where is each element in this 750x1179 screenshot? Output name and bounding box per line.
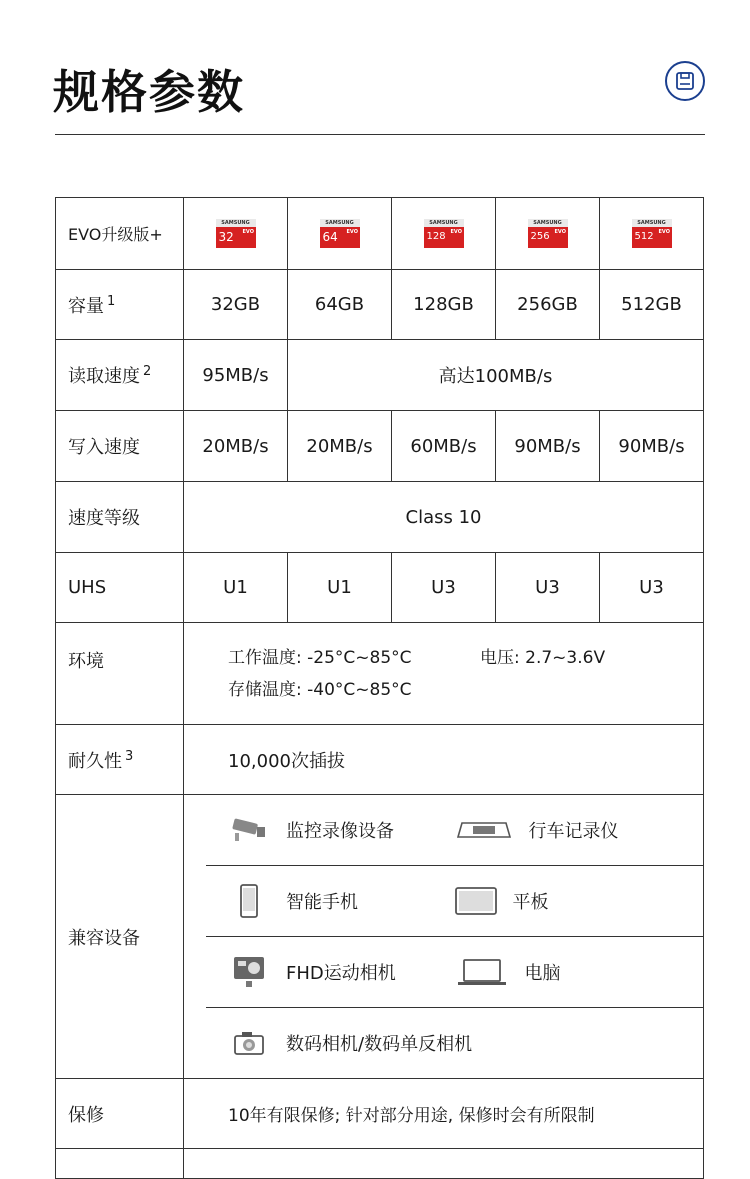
card-cell <box>288 198 392 270</box>
table-row-write-speed <box>56 411 704 482</box>
sd-card-image: SAMSUNG 64 EVO <box>320 219 360 248</box>
uhs-value: U3 <box>392 553 496 623</box>
write-speed-value: 20MB/s <box>184 411 288 482</box>
durability-value: 10,000次插拔 <box>184 725 704 795</box>
capacity-value: 64GB <box>288 270 392 340</box>
compat-row <box>206 866 703 937</box>
compat-item: 行车记录仪 <box>455 813 704 847</box>
compat-cell <box>184 795 704 1079</box>
table-row-warranty <box>56 1079 704 1149</box>
sd-card-image: SAMSUNG 128 EVO <box>424 219 464 248</box>
compat-item: 智能手机 <box>206 884 455 918</box>
page-title: 规格参数 <box>53 65 245 119</box>
footnote-marker: 3 <box>125 748 134 764</box>
table-row-read-speed <box>56 340 704 411</box>
tablet-icon <box>455 884 497 918</box>
capacity-value: 256GB <box>496 270 600 340</box>
compat-item: 电脑 <box>455 955 704 989</box>
uhs-value: U1 <box>288 553 392 623</box>
compat-item: 监控录像设备 <box>206 813 455 847</box>
footnote-marker: 2 <box>143 364 152 379</box>
storage-temp: 存储温度: -40°C~85°C <box>228 679 412 700</box>
speed-class-value: Class 10 <box>184 482 704 553</box>
row-label: 写入速度 <box>56 411 184 482</box>
card-cell <box>600 198 704 270</box>
compat-item: 数码相机/数码单反相机 <box>206 1026 606 1060</box>
table-row-speed-class <box>56 482 704 553</box>
uhs-value: U3 <box>496 553 600 623</box>
capacity-value: 128GB <box>392 270 496 340</box>
footnote-marker: 1 <box>107 293 116 309</box>
row-label: 速度等级 <box>56 482 184 553</box>
read-speed-value: 95MB/s <box>184 340 288 411</box>
title-divider <box>55 134 705 135</box>
write-speed-value: 90MB/s <box>600 411 704 482</box>
write-speed-value: 90MB/s <box>496 411 600 482</box>
empty-cell <box>56 1149 184 1179</box>
sd-card-image: SAMSUNG 512 EVO <box>632 219 672 248</box>
table-row-header <box>56 198 704 270</box>
table-row-uhs <box>56 553 704 623</box>
write-speed-value: 60MB/s <box>392 411 496 482</box>
camera-icon <box>228 1026 270 1060</box>
sd-card-image: SAMSUNG 32 EVO <box>216 219 256 248</box>
capacity-value: 512GB <box>600 270 704 340</box>
compat-row <box>206 937 703 1008</box>
row-label: 读取速度 $^2$ <box>56 340 184 411</box>
uhs-value: U3 <box>600 553 704 623</box>
empty-cell <box>184 1149 704 1179</box>
floppy-disk-icon <box>675 71 695 91</box>
warranty-value: 10年有限保修; 针对部分用途, 保修时会有所限制 <box>184 1079 704 1149</box>
table-row-durability <box>56 725 704 795</box>
table-row-capacity <box>56 270 704 340</box>
smartphone-icon <box>228 884 270 918</box>
voltage: 电压: 2.7~3.6V <box>480 647 606 668</box>
dashcam-icon <box>455 813 513 847</box>
operating-temp: 工作温度: -25°C~85°C <box>228 647 412 668</box>
action-camera-icon <box>228 955 270 989</box>
compat-row <box>206 1008 703 1078</box>
compat-item: FHD运动相机 <box>206 955 455 989</box>
table-row-environment <box>56 623 704 725</box>
spec-table <box>55 197 704 1179</box>
sd-card-image: SAMSUNG 256 EVO <box>528 219 568 248</box>
row-label: 保修 <box>56 1079 184 1149</box>
card-cell <box>496 198 600 270</box>
compat-item: 平板 <box>455 884 704 918</box>
compat-row <box>206 795 703 866</box>
save-button[interactable] <box>665 61 705 101</box>
environment-cell <box>184 623 704 725</box>
capacity-value: 32GB <box>184 270 288 340</box>
row-label: 环境 <box>56 623 184 725</box>
row-label: 容量 $^1$ <box>56 270 184 340</box>
table-row-compat <box>56 795 704 1079</box>
table-row-cutoff <box>56 1149 704 1179</box>
card-cell <box>392 198 496 270</box>
card-cell <box>184 198 288 270</box>
security-camera-icon <box>228 813 270 847</box>
uhs-value: U1 <box>184 553 288 623</box>
read-speed-value: 高达100MB/s <box>288 340 704 411</box>
row-label: UHS <box>56 553 184 623</box>
row-label: 耐久性 $^3$ <box>56 725 184 795</box>
laptop-icon <box>455 955 509 989</box>
row-label: 兼容设备 <box>56 795 184 1079</box>
header-label: EVO升级版+ <box>56 198 184 270</box>
write-speed-value: 20MB/s <box>288 411 392 482</box>
